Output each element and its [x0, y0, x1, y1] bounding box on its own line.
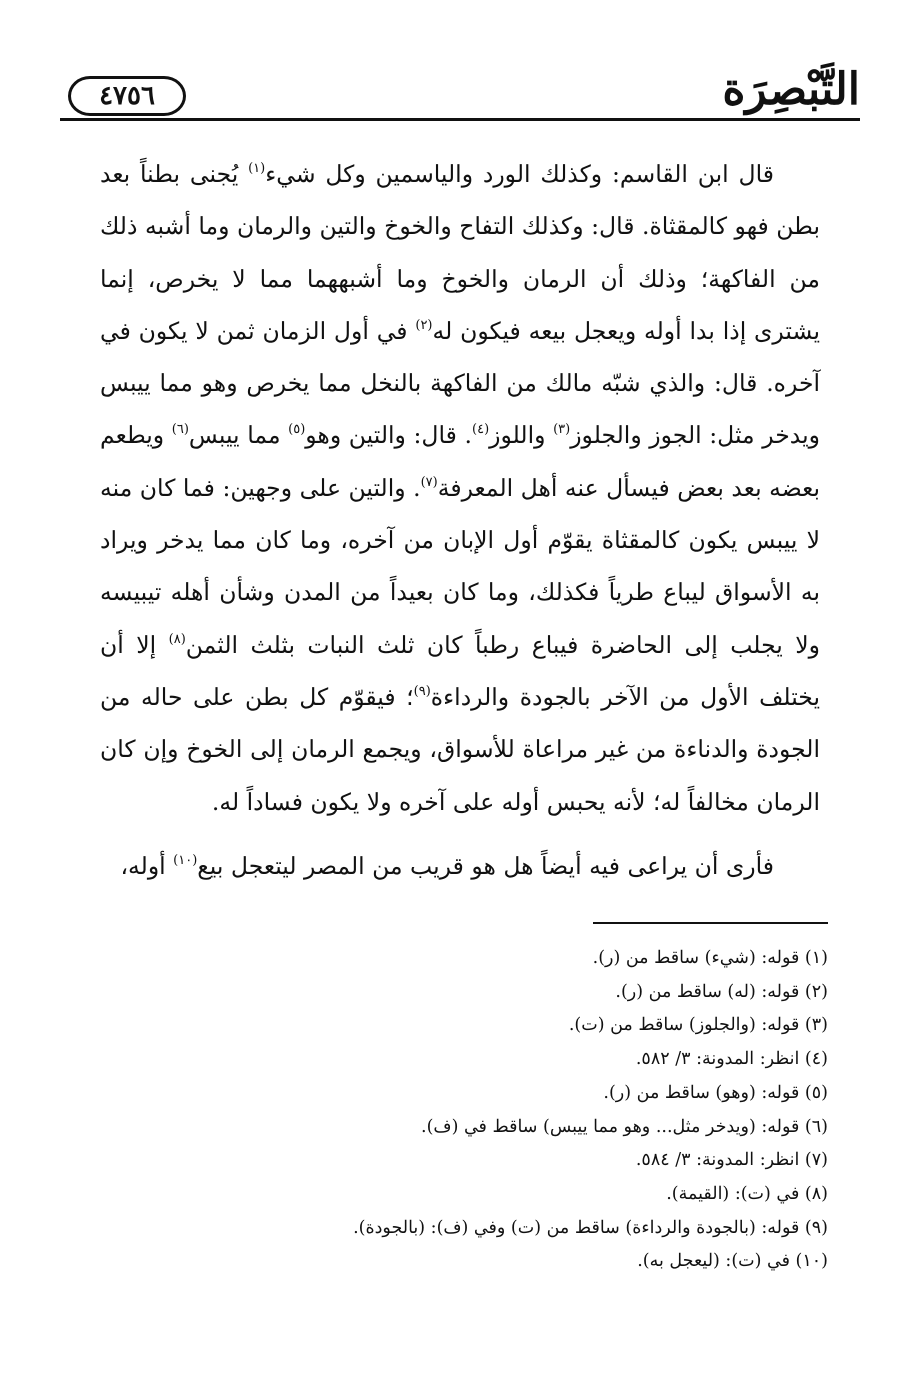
- text-run: ويطعم بعضه بعد بعض فيسأل عنه أهل المعرفة: [100, 421, 820, 502]
- footnote-8: (٨) في (ت): (القيمة).: [666, 1183, 828, 1204]
- text-run: يُجنى بطناً بعد بطن فهو كالمقثاة. قال: وكذلك التفاح والخوخ والتين والرمان وما أشبه ذلك من الفاكهة؛ وذلك أن الرمان والخوخ وما أشبههما مما لا يخرص، إنما يشترى إذا بدا أوله ويعجل بيعه فيكون له: [100, 160, 820, 345]
- footnote-ref-marker: (١): [248, 161, 266, 176]
- footnote-5: (٥) قوله: (وهو) ساقط من (ر).: [603, 1082, 828, 1103]
- text-run: قال ابن القاسم: وكذلك الورد والياسمين وكل شيء: [265, 160, 774, 188]
- text-run: . قال: والتين وهو: [305, 421, 472, 450]
- paragraph-1: [100, 148, 820, 828]
- footnote-ref-marker: (٩): [413, 683, 431, 699]
- footnote-6: (٦) قوله: (ويدخر مثل... وهو مما ييبس) ساقط في (ف).: [421, 1116, 828, 1137]
- text-run: فأرى أن يراعى فيه أيضاً هل هو قريب من المصر ليتعجل بيع: [197, 851, 774, 880]
- running-header: [60, 62, 860, 132]
- footnote-ref-marker: (٣): [553, 422, 571, 438]
- footnote-2: (٢) قوله: (له) ساقط من (ر).: [615, 981, 828, 1002]
- footnote-1: (١) قوله: (شيء) ساقط من (ر).: [592, 948, 828, 968]
- footnote-9: (٩) قوله: (بالجودة والرداءة) ساقط من (ت) وفي (ف): (بالجودة).: [353, 1217, 828, 1238]
- text-run: ؛ فيقوّم كل بطن على حاله من الجودة والدناءة من غير مراعاة للأسواق، ويجمع الرمان إلى الخوخ وإن كان الرمان مخالفاً له؛ لأنه يحبس أوله على آخره ولا يكون فساداً له.: [100, 682, 820, 816]
- footnote-ref-marker: (٦): [171, 422, 189, 438]
- footnote-ref-marker: (٥): [288, 422, 306, 438]
- footnote-ref-marker: (٨): [168, 631, 186, 647]
- footnote-separator: [593, 922, 828, 924]
- footnote-3: (٣) قوله: (والجلوز) ساقط من (ت).: [568, 1015, 828, 1036]
- text-run: . والتين على وجهين: فما كان منه لا ييبس يكون كالمقثاة يقوّم أول الإبان من آخره، وما كان مما يدخر ويراد به الأسواق ليباع طرياً فكذلك، وما كان بعيداً من المدن وشأن أهله تيبيسه ولا يجلب إلى الحاضرة فيباع رطباً كان ثلث النبات بثلث الثمن: [100, 473, 820, 659]
- text-run: واللوز: [489, 421, 554, 450]
- footnote-ref-marker: (١٠): [173, 852, 198, 868]
- footnote-7: (٧) انظر: المدونة: ٣/ ٥٨٤.: [635, 1150, 828, 1171]
- footnote-4: (٤) انظر: المدونة: ٣/ ٥٨٢.: [635, 1049, 828, 1070]
- paragraph-2: [100, 840, 820, 892]
- text-run: مما ييبس: [188, 421, 289, 450]
- text-run: في أول الزمان ثمن لا يكون في آخره. قال: والذي شبّه مالك من الفاكهة بالنخل مما يخرص وهو مما ييبس ويدخر مثل: الجوز والجلوز: [100, 316, 820, 450]
- footnote-ref-marker: (٧): [420, 474, 438, 490]
- page-number-badge: ٤٧٥٦: [68, 76, 186, 116]
- text-run: أوله،: [120, 851, 174, 880]
- footnotes-list: [108, 942, 828, 1279]
- text-run: إلا أن يختلف الأول من الآخر بالجودة والرداءة: [100, 630, 820, 711]
- header-rule: [60, 118, 860, 121]
- footnote-ref-marker: (٢): [415, 317, 433, 333]
- footnote-10: (١٠) في (ت): (ليعجل به).: [637, 1251, 828, 1272]
- footnote-ref-marker: (٤): [472, 422, 490, 438]
- book-title: التَّبْصِرَة: [722, 64, 860, 115]
- main-text: [100, 148, 820, 892]
